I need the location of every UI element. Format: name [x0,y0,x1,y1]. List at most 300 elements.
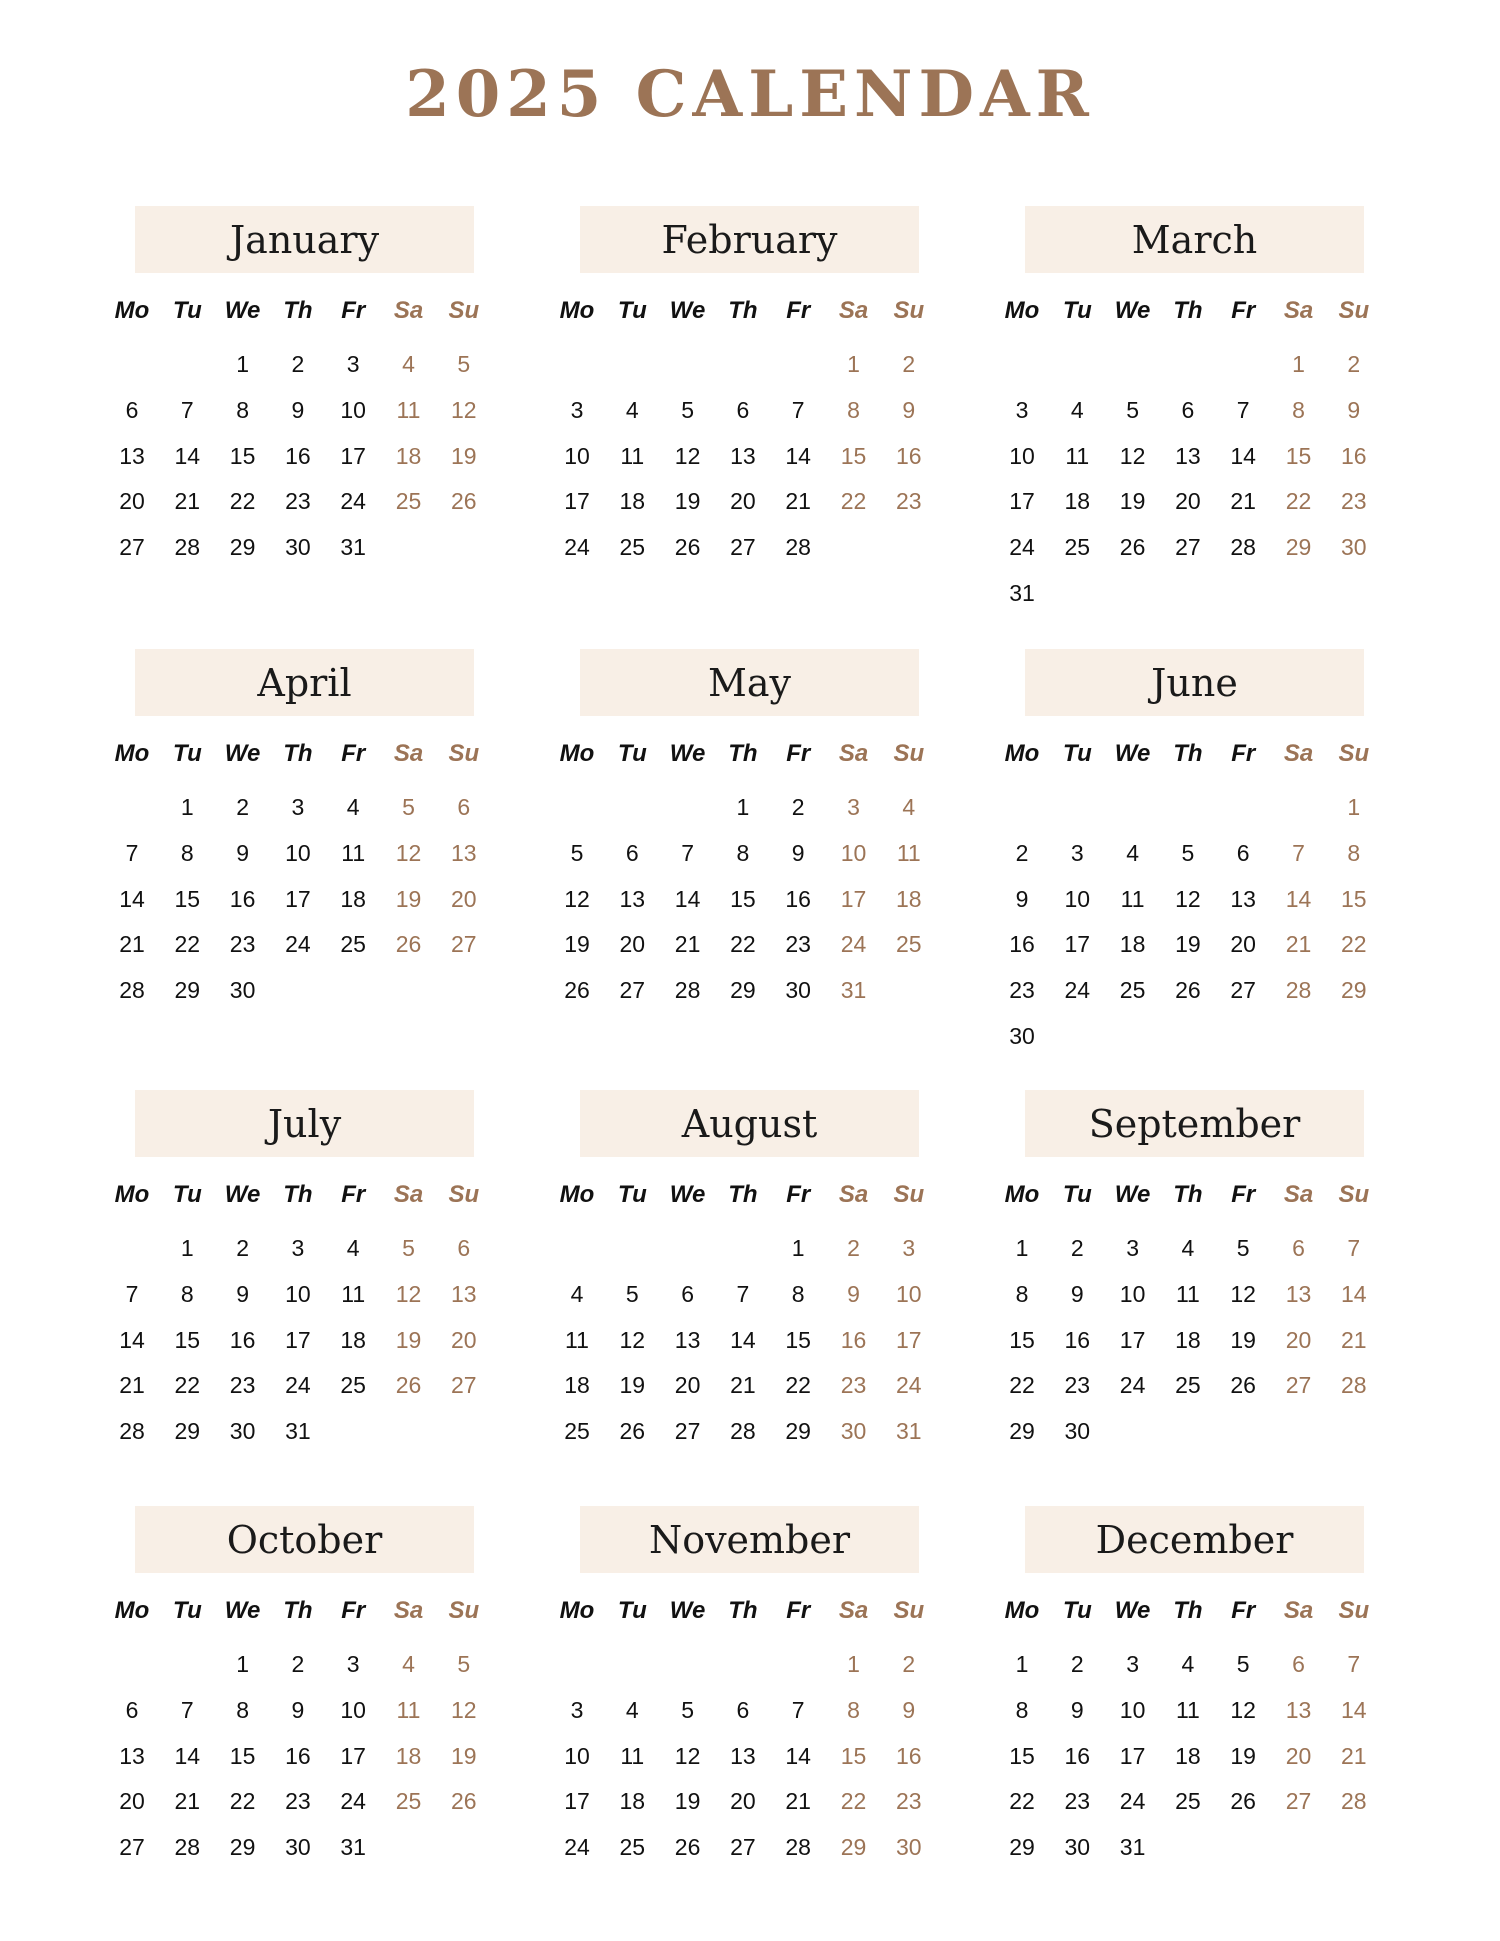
day-cell: 31 [1009,580,1035,606]
day-cell: 7 [1236,396,1250,423]
day-cell: 15 [1009,1326,1035,1353]
day-cell: 14 [674,885,701,912]
day-cell: 30 [229,1418,256,1445]
day-cell: 18 [1119,931,1146,958]
weekday-label: We [669,297,706,324]
day-cell: 21 [1285,931,1312,958]
weekday-label: Tu [172,297,202,324]
day-cell: 29 [174,1418,201,1445]
week-row [120,787,500,827]
day-cell: 15 [1285,442,1312,469]
weekday-label: We [224,297,261,324]
day-cell: 30 [1009,1023,1035,1049]
week-row [565,436,945,476]
day-cell: 19 [395,1326,422,1353]
week-row [565,787,945,827]
day-cell: 5 [625,1280,639,1307]
week-row [120,1320,500,1360]
day-cell: 4 [1181,1235,1195,1261]
day-cell: 29 [730,977,756,1004]
weekday-header-row [114,291,500,331]
weekday-header-row [1004,291,1390,331]
day-cell: 21 [1341,1742,1367,1769]
month-june [1004,649,1390,1062]
weekday-label: We [1114,740,1151,767]
day-cell: 25 [395,488,422,515]
day-cell: 1 [180,1235,194,1261]
day-cell: 9 [236,1280,249,1307]
weekday-header-row [1004,734,1390,774]
day-cell: 31 [340,1834,366,1861]
day-cell: 10 [285,839,311,866]
day-cell: 7 [180,1696,194,1723]
day-cell: 20 [674,1372,701,1399]
day-cell: 22 [1285,488,1312,515]
weekday-label: Mo [559,740,595,767]
day-cell: 19 [395,885,422,912]
week-row [120,833,500,873]
day-cell: 17 [1009,488,1035,515]
day-cell: 16 [1009,931,1035,958]
day-cell: 20 [1285,1326,1312,1353]
day-cell: 5 [681,396,694,423]
day-cell: 13 [1175,442,1201,469]
day-cell: 26 [1230,1788,1256,1815]
day-cell: 10 [1009,442,1035,469]
day-cell: 27 [451,1372,477,1399]
day-cell: 23 [840,1372,867,1399]
day-cell: 27 [619,977,646,1004]
month-december [1004,1506,1390,1873]
day-cell: 15 [174,1326,201,1353]
day-cell: 6 [1292,1651,1305,1677]
week-row [565,924,945,964]
day-cell: 7 [125,839,139,866]
day-cell: 28 [119,1418,145,1445]
day-cell: 11 [620,442,645,469]
day-cell: 10 [1119,1280,1146,1307]
week-row [120,1690,500,1730]
day-cell: 27 [1175,534,1201,561]
day-cell: 17 [564,488,590,515]
day-cell: 27 [119,1834,145,1861]
day-cell: 2 [902,351,916,377]
weekday-header-row [114,1175,500,1215]
day-cell: 1 [236,1651,249,1677]
day-cell: 25 [564,1418,590,1445]
week-row [1010,1827,1390,1867]
day-cell: 4 [625,396,639,423]
day-cell: 8 [236,1696,249,1723]
day-cell: 18 [896,885,922,912]
day-cell: 18 [340,1326,366,1353]
day-cell: 24 [340,488,366,515]
weekday-label: Tu [1062,740,1092,767]
day-cell: 7 [1347,1651,1361,1677]
day-cell: 5 [1126,396,1139,423]
weekday-label: Th [728,297,758,324]
weekday-label: Tu [617,1597,647,1624]
day-cell: 23 [1341,488,1367,515]
month-name: January [135,206,474,273]
day-cell: 19 [619,1372,646,1399]
week-row [565,1736,945,1776]
day-cell: 24 [564,1834,590,1861]
day-cell: 6 [457,1235,471,1261]
day-cell: 14 [1341,1280,1367,1307]
day-cell: 14 [1341,1696,1367,1723]
day-cell: 22 [1341,931,1367,958]
week-row [120,436,500,476]
day-cell: 11 [1175,1280,1200,1307]
weekday-label: Fr [341,1181,366,1208]
day-cell: 10 [1119,1696,1146,1723]
day-cell: 4 [1070,396,1084,423]
weekday-label: Mo [1004,1181,1040,1208]
day-cell: 21 [1230,488,1256,515]
month-name: May [580,649,919,716]
day-cell: 20 [619,931,646,958]
weekday-header-row [114,1591,500,1631]
day-cell: 12 [451,396,477,423]
day-cell: 28 [174,534,201,561]
day-cell: 11 [896,839,921,866]
day-cell: 7 [180,396,194,423]
day-cell: 26 [1230,1372,1256,1399]
day-cell: 20 [730,488,756,515]
day-cell: 20 [730,1788,756,1815]
day-cell: 9 [902,396,916,423]
day-cell: 6 [1292,1235,1305,1261]
week-row [565,344,945,384]
month-february [559,206,945,573]
weekday-label: We [669,1181,706,1208]
day-cell: 7 [791,1696,805,1723]
day-cell: 1 [1015,1235,1029,1261]
day-cell: 29 [229,1834,256,1861]
month-name: November [580,1506,919,1573]
day-cell: 6 [1181,396,1195,423]
week-row [1010,1411,1390,1451]
day-cell: 2 [902,1651,916,1677]
day-cell: 24 [1064,977,1091,1004]
day-cell: 16 [785,885,811,912]
weekday-label: Mo [1004,740,1040,767]
day-cell: 8 [736,839,750,866]
week-row [120,924,500,964]
day-cell: 23 [229,1372,256,1399]
weekday-label: Su [1338,740,1370,767]
weekday-label: Tu [1062,1181,1092,1208]
weekday-label: Su [448,1597,480,1624]
day-cell: 20 [451,885,477,912]
weekday-header-row [559,1591,945,1631]
week-row [120,1365,500,1405]
day-cell: 4 [346,1235,360,1261]
day-cell: 18 [395,442,422,469]
day-cell: 15 [229,442,256,469]
day-cell: 19 [451,1742,477,1769]
day-cell: 28 [1285,977,1312,1004]
weekday-label: Fr [341,297,366,324]
weekday-label: Sa [1283,740,1314,767]
weekday-label: Su [893,1597,925,1624]
weekday-label: Mo [1004,1597,1040,1624]
day-cell: 26 [451,1788,477,1815]
weekday-label: Sa [393,1181,424,1208]
day-cell: 20 [1230,931,1256,958]
weekday-header-row [559,291,945,331]
day-cell: 22 [785,1372,811,1399]
day-cell: 14 [785,442,811,469]
day-cell: 13 [451,839,477,866]
day-cell: 11 [396,1696,421,1723]
day-cell: 26 [451,488,477,515]
day-cell: 24 [285,931,311,958]
day-cell: 26 [564,977,590,1004]
weekday-label: Mo [559,1181,595,1208]
day-cell: 28 [674,977,701,1004]
day-cell: 8 [180,839,194,866]
day-cell: 9 [291,1696,305,1723]
day-cell: 5 [1236,1235,1250,1261]
day-cell: 6 [457,794,471,820]
day-cell: 20 [1175,488,1201,515]
day-cell: 29 [1285,534,1312,561]
day-cell: 11 [341,1280,366,1307]
day-cell: 29 [1009,1834,1035,1861]
weekday-label: Su [893,297,925,324]
weekday-label: Th [1173,297,1203,324]
day-cell: 14 [785,1742,811,1769]
day-cell: 15 [840,1742,867,1769]
week-row [565,833,945,873]
day-cell: 7 [736,1280,750,1307]
day-cell: 16 [840,1326,867,1353]
week-row [1010,833,1390,873]
week-row [120,970,500,1010]
weekday-label: Sa [1283,1181,1314,1208]
day-cell: 21 [1341,1326,1367,1353]
weekday-label: Fr [786,1597,811,1624]
weekday-label: Fr [786,297,811,324]
day-cell: 24 [564,534,590,561]
day-cell: 11 [620,1742,645,1769]
day-cell: 27 [451,931,477,958]
day-cell: 8 [1015,1280,1029,1307]
weekday-label: Sa [838,1597,869,1624]
day-cell: 26 [1175,977,1201,1004]
day-cell: 27 [1285,1372,1312,1399]
weekday-label: Th [1173,1597,1203,1624]
weekday-label: Su [448,740,480,767]
day-cell: 9 [902,1696,916,1723]
weekday-label: Mo [114,1597,150,1624]
day-cell: 3 [346,351,360,377]
day-cell: 31 [840,977,867,1004]
day-cell: 1 [236,351,249,377]
day-cell: 26 [395,1372,422,1399]
day-cell: 13 [730,1742,756,1769]
day-cell: 28 [1341,1372,1367,1399]
weekday-label: We [669,1597,706,1624]
week-row [1010,1644,1390,1684]
weekday-label: Su [1338,297,1370,324]
day-cell: 10 [285,1280,311,1307]
day-cell: 7 [125,1280,139,1307]
week-row [120,1781,500,1821]
day-cell: 3 [346,1651,360,1677]
day-cell: 25 [619,534,646,561]
day-cell: 21 [119,1372,145,1399]
day-cell: 8 [847,1696,860,1723]
day-cell: 18 [619,1788,646,1815]
day-cell: 7 [681,839,694,866]
day-cell: 16 [1064,1326,1091,1353]
weekday-label: Su [448,297,480,324]
month-name: October [135,1506,474,1573]
day-cell: 4 [1126,839,1139,866]
day-cell: 11 [341,839,366,866]
weekday-label: Tu [1062,1597,1092,1624]
day-cell: 19 [674,1788,701,1815]
day-cell: 22 [1009,1788,1035,1815]
week-row [565,527,945,567]
day-cell: 18 [395,1742,422,1769]
day-cell: 30 [896,1834,922,1861]
month-name: August [580,1090,919,1157]
weekday-label: We [224,740,261,767]
day-cell: 13 [451,1280,477,1307]
weekday-label: Th [728,1597,758,1624]
day-cell: 16 [1064,1742,1091,1769]
week-row [1010,924,1390,964]
day-cell: 16 [229,1326,256,1353]
day-cell: 25 [1064,534,1091,561]
day-cell: 17 [340,1742,366,1769]
day-cell: 3 [902,1235,916,1261]
month-name: December [1025,1506,1364,1573]
weekday-label: Su [448,1181,480,1208]
day-cell: 14 [1285,885,1312,912]
day-cell: 24 [840,931,867,958]
day-cell: 9 [847,1280,860,1307]
weekday-label: Fr [341,740,366,767]
day-cell: 6 [625,839,639,866]
week-row [1010,1690,1390,1730]
day-cell: 10 [340,396,366,423]
day-cell: 21 [674,931,701,958]
day-cell: 24 [1119,1788,1146,1815]
week-row [565,1365,945,1405]
day-cell: 18 [564,1372,590,1399]
week-row [120,1274,500,1314]
day-cell: 18 [1175,1742,1201,1769]
day-cell: 3 [847,794,860,820]
day-cell: 18 [1064,488,1091,515]
day-cell: 25 [1175,1788,1201,1815]
day-cell: 23 [1064,1372,1091,1399]
day-cell: 30 [1064,1834,1091,1861]
day-cell: 19 [1175,931,1201,958]
day-cell: 25 [619,1834,646,1861]
weekday-label: Th [283,1181,313,1208]
day-cell: 12 [564,885,590,912]
week-row [1010,1274,1390,1314]
day-cell: 28 [174,1834,201,1861]
weekday-label: Fr [1231,740,1256,767]
week-row [120,879,500,919]
week-row [1010,1736,1390,1776]
weekday-label: Sa [393,1597,424,1624]
weekday-label: We [224,1181,261,1208]
month-october [114,1506,500,1873]
day-cell: 26 [674,534,701,561]
day-cell: 20 [119,488,145,515]
month-name: September [1025,1090,1364,1157]
day-cell: 5 [570,839,584,866]
day-cell: 17 [896,1326,922,1353]
day-cell: 28 [119,977,145,1004]
day-cell: 26 [674,1834,701,1861]
day-cell: 1 [847,351,860,377]
weekday-header-row [559,1175,945,1215]
weekday-label: Tu [172,1597,202,1624]
weekday-label: Mo [114,297,150,324]
day-cell: 31 [1119,1834,1146,1861]
day-cell: 29 [229,534,256,561]
week-row [565,1690,945,1730]
day-cell: 2 [291,351,305,377]
week-row [120,344,500,384]
day-cell: 13 [1285,1280,1312,1307]
weekday-label: Mo [114,740,150,767]
weekday-label: Tu [1062,297,1092,324]
week-row [1010,787,1390,827]
day-cell: 10 [896,1280,922,1307]
day-cell: 16 [896,442,922,469]
weekday-label: Su [893,740,925,767]
day-cell: 26 [1119,534,1146,561]
day-cell: 28 [1341,1788,1367,1815]
day-cell: 2 [236,794,249,820]
day-cell: 5 [681,1696,694,1723]
day-cell: 1 [791,1235,805,1261]
month-september [1004,1090,1390,1457]
day-cell: 3 [291,794,305,820]
day-cell: 7 [1347,1235,1361,1261]
weekday-header-row [1004,1591,1390,1631]
day-cell: 24 [1009,534,1035,561]
day-cell: 30 [1341,534,1367,561]
week-row [565,1320,945,1360]
day-cell: 7 [791,396,805,423]
week-row [120,527,500,567]
week-row [1010,1016,1390,1056]
weekday-label: Su [1338,1181,1370,1208]
day-cell: 27 [730,1834,756,1861]
week-row [120,1228,500,1268]
weekday-label: Fr [1231,1181,1256,1208]
day-cell: 2 [847,1235,860,1261]
weekday-label: Mo [559,1597,595,1624]
day-cell: 3 [570,1696,584,1723]
day-cell: 14 [1230,442,1256,469]
weekday-label: Th [283,740,313,767]
weekday-label: Th [1173,740,1203,767]
day-cell: 16 [1341,442,1367,469]
day-cell: 4 [402,351,415,377]
